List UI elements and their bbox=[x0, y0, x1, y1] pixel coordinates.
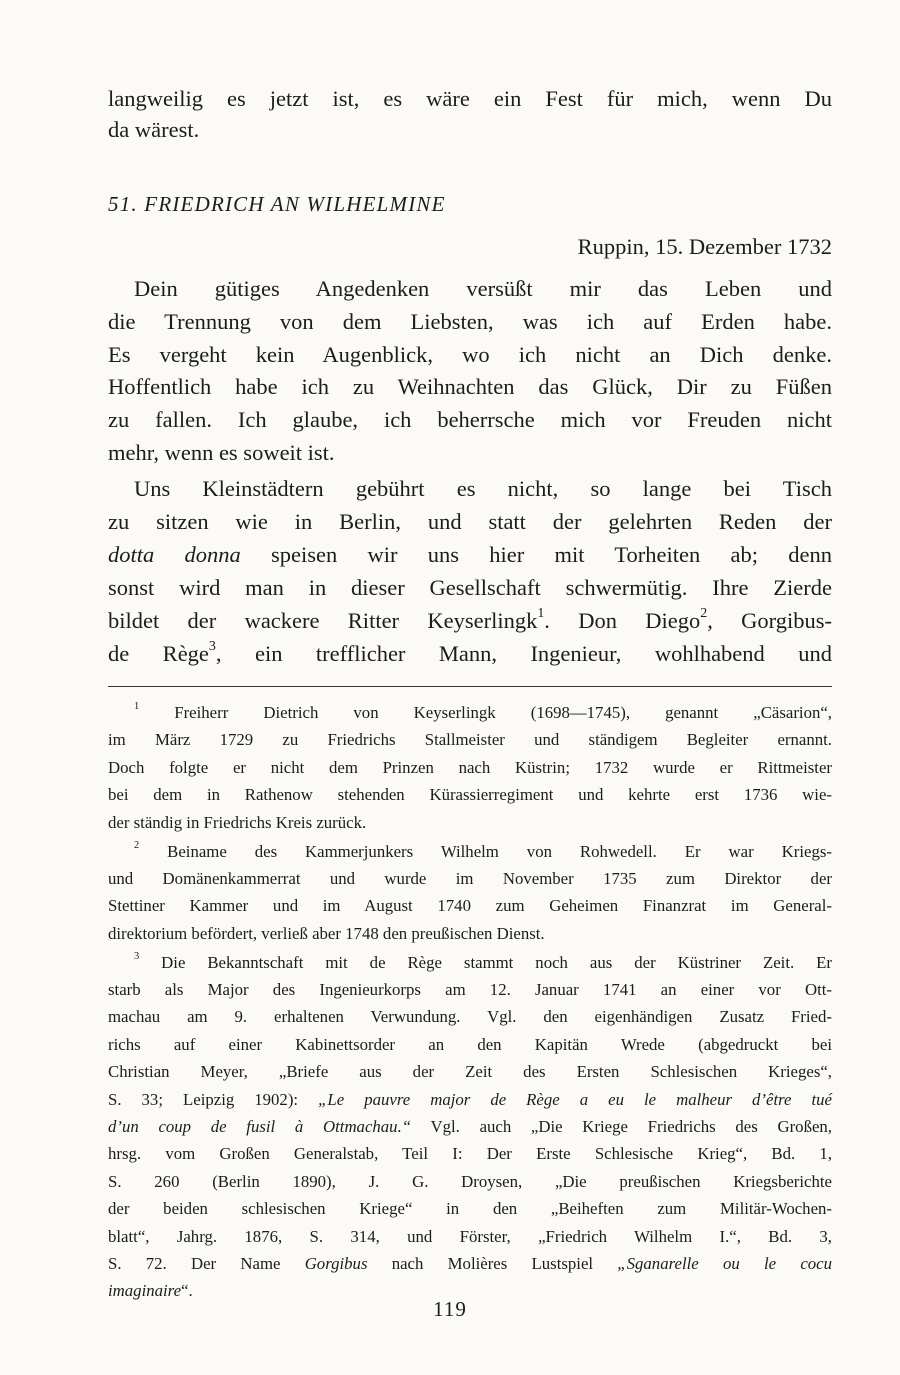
text-run: im März 1729 zu Friedrichs Stallmeister und ständigem Begleiter ernannt. bbox=[108, 730, 832, 750]
page-number: 119 bbox=[433, 1297, 467, 1321]
footnote-line bbox=[108, 1199, 832, 1219]
text-run: Uns Kleinstädtern gebührt es nicht, so lange bei Tisch bbox=[134, 476, 832, 501]
text-run: der ständig in Friedrichs Kreis zurück. bbox=[108, 812, 367, 832]
text-run: Stettiner Kammer und im August 1740 zum Geheimen Finanzrat im General- bbox=[108, 896, 832, 916]
body-line bbox=[108, 86, 832, 112]
text-run: zu sitzen wie in Berlin, und statt der gelehrten Reden der bbox=[108, 509, 832, 534]
text-run: nach Molières Lustspiel bbox=[367, 1254, 618, 1273]
letter-dateline: Ruppin, 15. Dezember 1732 bbox=[577, 234, 832, 259]
body-line bbox=[108, 509, 832, 535]
body-line bbox=[108, 309, 832, 335]
text-run: . Don Diego bbox=[544, 608, 701, 633]
footnote-line bbox=[108, 839, 832, 862]
text-run: hrsg. vom Großen Generalstab, Teil I: Der Erste Schlesische Krieg“, Bd. 1, bbox=[108, 1144, 832, 1164]
body-line bbox=[108, 276, 832, 302]
text-run: Vgl. auch „Die Kriege Friedrichs des Großen, bbox=[411, 1117, 832, 1136]
footnote-marker: 1 bbox=[537, 606, 545, 621]
footnote-line bbox=[108, 813, 832, 833]
body-line bbox=[108, 440, 832, 466]
text-run: de Rège bbox=[108, 641, 209, 666]
text-run: Die Bekanntschaft mit de Rège stammt noch aus der Küstriner Zeit. Er bbox=[139, 952, 832, 972]
italic-text: d’un coup de fusil à Ottmachau.“ bbox=[108, 1117, 412, 1136]
text-run: , Gorgibus- bbox=[707, 608, 832, 633]
footnote-line bbox=[108, 758, 832, 778]
text-run: der beiden schlesischen Kriege“ in den „Beiheften zum Militär-Wochen- bbox=[108, 1199, 832, 1219]
footnote-line bbox=[108, 1227, 832, 1247]
footnote-line bbox=[108, 785, 832, 805]
text-run: richs auf einer Kabinettsorder an den Kapitän Wrede (abgedruckt bei bbox=[108, 1034, 832, 1054]
italic-text: „Sganarelle ou le cocu bbox=[617, 1254, 832, 1273]
body-line bbox=[108, 342, 832, 368]
text-run: Dein gütiges Angedenken versüßt mir das Leben und bbox=[134, 276, 832, 301]
footnote-line bbox=[108, 980, 832, 1000]
body-line bbox=[108, 641, 832, 667]
text-run: die Trennung von dem Liebsten, was ich auf Erden habe. bbox=[108, 308, 832, 334]
text-run: Freiherr Dietrich von Keyserlingk (1698—1745), genannt „Cäsarion“, bbox=[139, 703, 832, 722]
footnote-line bbox=[108, 1062, 832, 1082]
italic-text: dotta donna bbox=[108, 542, 241, 567]
text-run: S. 260 (Berlin 1890), J. G. Droysen, „Die preußischen Kriegsberichte bbox=[108, 1171, 832, 1191]
footnote-line bbox=[108, 869, 832, 889]
text-run: “. bbox=[181, 1281, 193, 1301]
text-run: Hoffentlich habe ich zu Weihnachten das Glück, Dir zu Füßen bbox=[108, 374, 832, 400]
footnote-marker: 2 bbox=[134, 839, 140, 851]
text-run: sonst wird man in dieser Gesellschaft schwermütig. Ihre Zierde bbox=[108, 575, 832, 600]
letter-heading: 51. FRIEDRICH AN WILHELMINE bbox=[108, 192, 446, 216]
text-run: machau am 9. erhaltenen Verwundung. Vgl. den eigenhändigen Zusatz Fried- bbox=[108, 1007, 832, 1027]
footnote-line bbox=[108, 1035, 832, 1055]
body-line bbox=[108, 542, 832, 568]
footnote-line bbox=[108, 896, 832, 916]
italic-text: Gorgibus bbox=[304, 1254, 368, 1273]
body-line bbox=[108, 117, 832, 143]
footnote-line bbox=[108, 1144, 832, 1164]
footnote-line bbox=[108, 730, 832, 750]
footnote-marker: 1 bbox=[134, 701, 140, 712]
text-run: Christian Meyer, „Briefe aus der Zeit des Ersten Schlesischen Krieges“, bbox=[108, 1062, 832, 1082]
italic-text: „Le pauvre major de Rège a eu le malheur d’être tué bbox=[318, 1089, 832, 1109]
text-run: S. 33; Leipzig 1902): bbox=[108, 1089, 319, 1109]
footnote-line bbox=[108, 1090, 832, 1110]
text-run: mehr, wenn es soweit ist. bbox=[108, 440, 335, 465]
footnote-line bbox=[108, 924, 832, 944]
body-line bbox=[108, 608, 832, 634]
text-run: und Domänenkammerrat und wurde im November 1735 zum Direktor der bbox=[108, 868, 832, 888]
text-run: zu fallen. Ich glaube, ich beherrsche mich vor Freuden nicht bbox=[108, 407, 832, 433]
text-run: bildet der wackere Ritter Keyserlingk bbox=[108, 608, 538, 633]
text-run: Es vergeht kein Augenblick, wo ich nicht an Dich denke. bbox=[108, 341, 832, 367]
footnote-line bbox=[108, 1172, 832, 1192]
text-run: langweilig es jetzt ist, es wäre ein Fest für mich, wenn Du bbox=[108, 86, 832, 111]
footnote-marker: 3 bbox=[134, 950, 140, 962]
italic-text: imaginaire bbox=[108, 1281, 182, 1301]
body-line bbox=[108, 374, 832, 400]
text-run: speisen wir uns hier mit Torheiten ab; denn bbox=[240, 542, 832, 567]
text-run: bei dem in Rathenow stehenden Kürassierregiment und kehrte erst 1736 wie- bbox=[108, 785, 832, 805]
text-run: blatt“, Jahrg. 1876, S. 314, und Förster, „Friedrich Wilhelm I.“, Bd. 3, bbox=[108, 1226, 832, 1246]
text-run: S. 72. Der Name bbox=[108, 1254, 305, 1273]
text-run: Beiname des Kammerjunkers Wilhelm von Rohwedell. Er war Kriegs- bbox=[139, 841, 832, 861]
body-line bbox=[108, 407, 832, 433]
footnote-line bbox=[108, 1254, 832, 1274]
footnote-line bbox=[108, 1117, 832, 1137]
body-line bbox=[108, 575, 832, 601]
footnote-line bbox=[108, 950, 832, 973]
text-run: , ein trefflicher Mann, Ingenieur, wohlhabend und bbox=[215, 641, 832, 666]
text-run: Doch folgte er nicht dem Prinzen nach Küstrin; 1732 wurde er Rittmeister bbox=[108, 757, 832, 777]
text-run: da wärest. bbox=[108, 117, 200, 142]
body-line bbox=[108, 476, 832, 502]
footnote-marker: 2 bbox=[700, 606, 708, 621]
footnote-line bbox=[108, 1007, 832, 1027]
text-run: direktorium befördert, verließ aber 1748 den preußischen Dienst. bbox=[108, 923, 545, 943]
text-run: starb als Major des Ingenieurkorps am 12. Januar 1741 an einer vor Ott- bbox=[108, 980, 832, 999]
footnote-line bbox=[108, 703, 832, 723]
footnote-marker: 3 bbox=[208, 639, 216, 654]
footnote-separator bbox=[108, 686, 832, 687]
